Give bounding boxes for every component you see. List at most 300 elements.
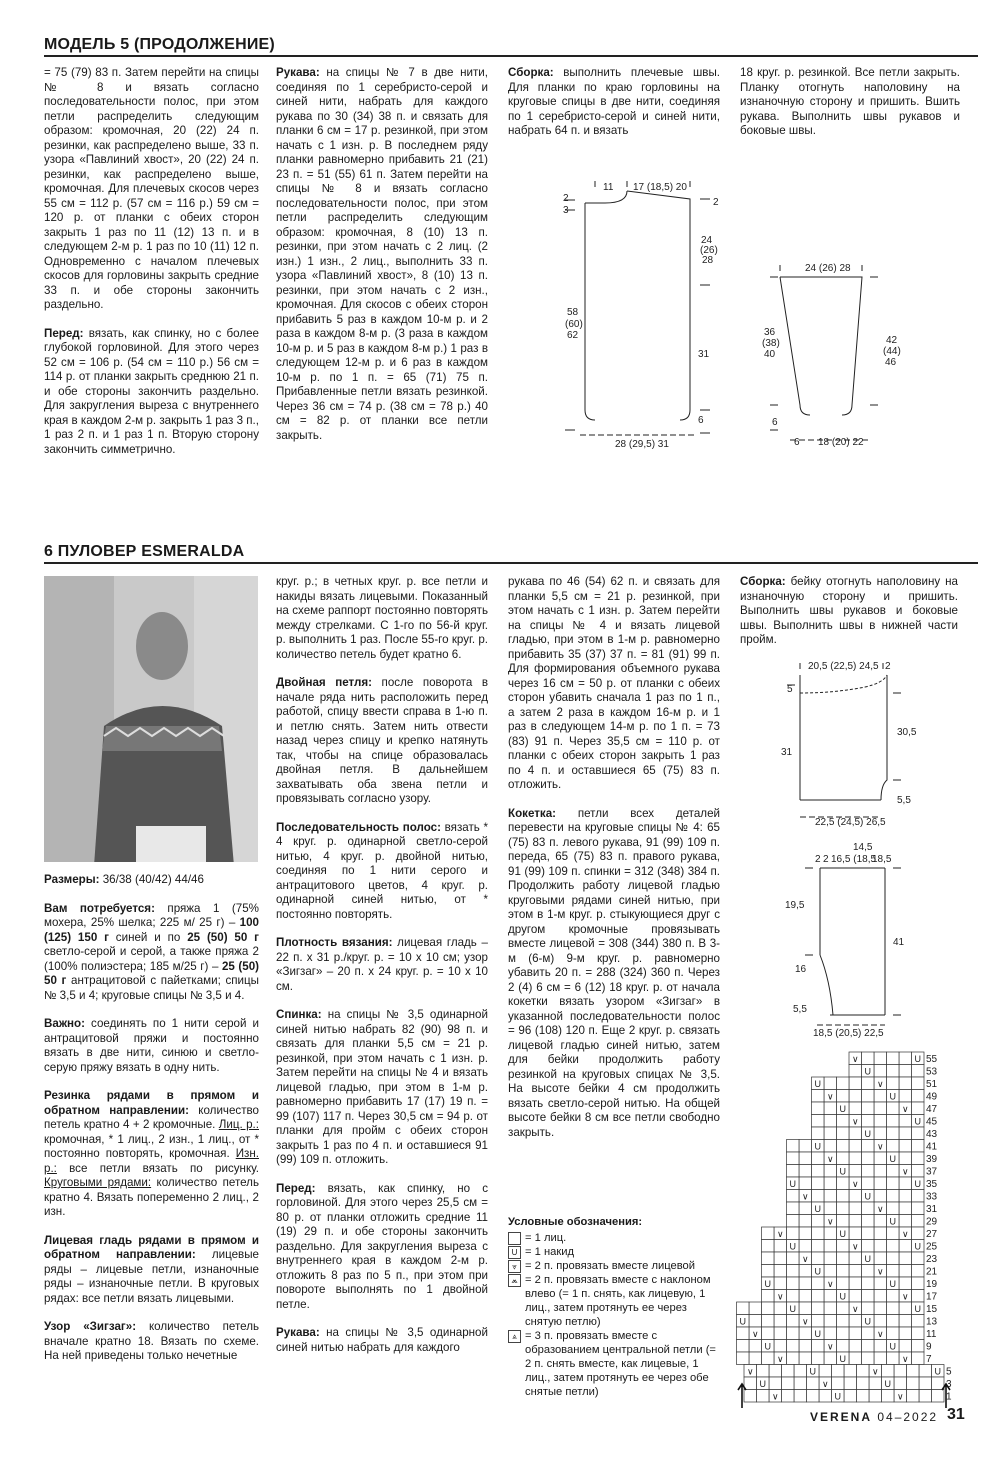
chart-row-label: 35: [926, 1179, 938, 1190]
chart-cell: [849, 1140, 862, 1153]
chart-cell: [862, 1152, 875, 1165]
chart-cell: [849, 1277, 862, 1290]
chart-cell: [824, 1290, 837, 1303]
chart-symbol: ∨: [897, 1391, 904, 1402]
chart-cell: [824, 1165, 837, 1178]
chart-cell: [837, 1127, 850, 1140]
chart-cell: [837, 1090, 850, 1103]
chart-cell: [887, 1227, 900, 1240]
k2tog-icon: ⩔: [508, 1260, 521, 1273]
chart-symbol: ∨: [902, 1166, 909, 1177]
chart-cell: [887, 1065, 900, 1078]
chart-cell: [837, 1077, 850, 1090]
heading-assembly: Сборка:: [740, 575, 786, 588]
text: количество петель кратно 4 + 2 кромочные.: [44, 1103, 259, 1131]
chart-cell: [887, 1052, 900, 1065]
chart-cell: [849, 1265, 862, 1278]
chart-row-label: 23: [926, 1254, 938, 1265]
paragraph: [508, 66, 720, 139]
chart-cell: [799, 1277, 812, 1290]
chart-cell: [787, 1227, 800, 1240]
chart-symbol: U: [764, 1341, 771, 1352]
paragraph: рукава по 46 (54) 62 п. и связать для планки 5,5 см = 21 р. резинкой, при этом начать с 1 изн. р. Затем перейти на спицы № 4 и вязать лицевой гладью, при этом в 1-м р. равномерно прибавить 35 (37) 37 п. = 81 (91) 99 п. Для формирования объемного рукава через 16 см = 50 р. от планки с обеих сторон убавить сначала 1 раз по 1 п., а затем 2 раза в каждом 16-м р. и 1 раз в следующем 14-м р. по 1 п. = 73 (83) 91 п. Через 35,5 см = 110 р. от планки с обеих сторон закрыть 1 раз по 4 п. и оставшиеся 65 (75) 83 п. отложить.: [508, 575, 720, 791]
chart-cell: [862, 1277, 875, 1290]
paragraph: [276, 936, 488, 994]
chart-cell: [882, 1365, 895, 1378]
chart-cell: [874, 1340, 887, 1353]
chart-cell: [899, 1077, 912, 1090]
chart-symbol: ∨: [747, 1366, 754, 1377]
chart-cell: [837, 1190, 850, 1203]
chart-cell: [812, 1340, 825, 1353]
chart-cell: [869, 1377, 882, 1390]
chart-symbol: ∨: [822, 1379, 829, 1389]
dim-label: (26): [700, 245, 718, 256]
chart-cell: [762, 1302, 775, 1315]
chart-cell: [862, 1265, 875, 1278]
chart-symbol: ∨: [777, 1229, 784, 1239]
chart-cell: [887, 1265, 900, 1278]
chart-cell: [844, 1365, 857, 1378]
chart-cell: [849, 1215, 862, 1228]
chart-cell: [899, 1252, 912, 1265]
chart-cell: [844, 1377, 857, 1390]
chart-cell: [862, 1227, 875, 1240]
legend-text: = 1 лиц.: [525, 1232, 567, 1244]
chart-cell: [912, 1065, 925, 1078]
text-column-1: [44, 66, 259, 471]
chart-cell: [849, 1315, 862, 1328]
chart-cell: [849, 1227, 862, 1240]
chart-symbol: U: [889, 1091, 896, 1102]
chart-cell: [794, 1390, 807, 1403]
dim-label: 41: [893, 937, 905, 948]
chart-cell: [899, 1190, 912, 1203]
chart-symbol: U: [814, 1079, 821, 1089]
chart-cell: [812, 1165, 825, 1178]
paragraph: [276, 1182, 488, 1313]
chart-row-label: 45: [926, 1116, 938, 1128]
chart-cell: [787, 1290, 800, 1303]
chart-cell: [874, 1277, 887, 1290]
chart-cell: [857, 1377, 870, 1390]
chart-cell: [787, 1252, 800, 1265]
chart-symbol: U: [934, 1366, 941, 1377]
chart-cell: [749, 1315, 762, 1328]
paragraph: [44, 1320, 259, 1364]
chart-cell: [837, 1277, 850, 1290]
chart-cell: [869, 1390, 882, 1403]
chart-cell: [769, 1377, 782, 1390]
chart-cell: [837, 1252, 850, 1265]
chart-cell: [737, 1352, 750, 1365]
chart-cell: [832, 1365, 845, 1378]
knit-symbol-icon: [508, 1232, 521, 1245]
text: пряжа 1 (75% мохера, 25% шелка; 225 м/ 25 г) –: [44, 901, 259, 929]
chart-cell: [907, 1377, 920, 1390]
chart-cell: [812, 1127, 825, 1140]
chart-symbol: ∨: [752, 1329, 759, 1339]
chart-cell: [862, 1215, 875, 1228]
chart-cell: [824, 1265, 837, 1278]
chart-cell: [862, 1165, 875, 1178]
legend-text: = 2 п. провязать вместе лицевой: [525, 1260, 696, 1272]
chart-cell: [757, 1390, 770, 1403]
chart-cell: [849, 1165, 862, 1178]
chart-cell: [749, 1302, 762, 1315]
chart-symbol: ∨: [902, 1104, 909, 1114]
paragraph: [276, 821, 488, 923]
text: вязать, как спинку, но с более глубокой горловиной. Для этого через 52 см = 106 р. (54 см = 110 р.) 56 см = 114 р. от планки закрыть среднюю 21 п. и обе стороны закончить раздельно. Для закругления выреза с внутреннего края в каждом 2-м р. закрыть 1 раз 3 п., 1 раз 2 п. и 1 раз 1 п. Вторую сторону закончить симметрично.: [44, 326, 259, 456]
dim-label: 5,5: [793, 1004, 807, 1015]
chart-row-label: 33: [926, 1191, 938, 1203]
chart-cell: [837, 1315, 850, 1328]
chart-cell: [912, 1127, 925, 1140]
chart-row-label: 43: [926, 1129, 938, 1140]
chart-cell: [849, 1202, 862, 1215]
heading-materials: Вам потребуется:: [44, 901, 155, 915]
chart-symbol: ∨: [872, 1366, 879, 1377]
text-underline: Круговыми рядами:: [44, 1176, 152, 1189]
chart-cell: [887, 1327, 900, 1340]
chart-symbol: U: [839, 1104, 846, 1114]
chart-cell: [774, 1277, 787, 1290]
chart-symbol: ∨: [827, 1154, 834, 1164]
chart-cell: [849, 1252, 862, 1265]
heading-stripe-sequence: Последовательность полос:: [276, 820, 441, 834]
text-column-3: [508, 66, 720, 153]
legend-item: [508, 1273, 720, 1329]
chart-symbol: ∨: [902, 1354, 909, 1364]
chart-cell: [782, 1377, 795, 1390]
chart-cell: [824, 1315, 837, 1328]
chart-cell: [787, 1352, 800, 1365]
paragraph: [508, 807, 720, 1141]
chart-cell: [912, 1327, 925, 1340]
title-rule: [44, 562, 978, 564]
chart-cell: [887, 1315, 900, 1328]
chart-cell: [812, 1352, 825, 1365]
chart-cell: [912, 1140, 925, 1153]
heading-sizes: Размеры:: [44, 873, 100, 886]
chart-cell: [874, 1240, 887, 1253]
chart-cell: [887, 1102, 900, 1115]
text: на спицы № 7 в две нити, соединяя по 1 серебристо-серой и синей нити, набрать для каждого рукава по 30 (34) 38 п. и связать для планки 6 см = 17 р. резинкой, при этом начать с 1 изн. р. В последнем ряду планки равномерно прибавить 21 (21) 23 п. = 51 (55) 61 п. Затем перейти на спицы № 8 и вязать согласно последовательности полос, при этом петли распределить следующим образом: кромочная, 8 (10) 13 п. резинки, при этом начать с 2 лиц. (2 изн.) 1 изн., 2 лиц., выполнить 33 п. узора «Павлиний хвост», 8 (10) 13 п. резинки, при этом начать с 2 изн., кромочная. Для скосов с обеих сторон прибавить 5 раз в каждом 10-м р. и 2 раза в каждом 8-м р. (3 раза в каждом 10-м р. и 5 раз в каждом 8-м р.) 1 раз в следующем 12-м р. и 6 раз в каждом 10-м р. по 1 п. = 65 (71) 75 п. Прибавленные петли вязать резинкой. Через 36 см = 74 р. (38 см = 78 р.) 40 см = 82 р. от планки все петли закрыть.: [276, 66, 488, 442]
chart-cell: [912, 1352, 925, 1365]
chart-cell: [837, 1215, 850, 1228]
chart-cell: [812, 1252, 825, 1265]
section-title: МОДЕЛЬ 5 (ПРОДОЛЖЕНИЕ): [44, 36, 275, 53]
legend: [508, 1215, 720, 1399]
chart-symbol: U: [814, 1329, 821, 1339]
chart-cell: [837, 1177, 850, 1190]
chart-symbol: U: [759, 1379, 766, 1389]
paragraph: [740, 575, 958, 648]
chart-row-label: 53: [926, 1066, 938, 1078]
chart-cell: [787, 1315, 800, 1328]
chart-cell: [824, 1352, 837, 1365]
chart-symbol: U: [864, 1316, 871, 1327]
chart-cell: [849, 1090, 862, 1103]
heading-front: Перед:: [276, 1181, 316, 1195]
dim-label: 31: [781, 747, 793, 758]
chart-cell: [799, 1202, 812, 1215]
chart-cell: [837, 1202, 850, 1215]
heading-yoke: Кокетка:: [508, 806, 557, 820]
chart-symbol: ∨: [802, 1316, 809, 1327]
chart-cell: [824, 1240, 837, 1253]
chart-cell: [799, 1352, 812, 1365]
chart-cell: [762, 1327, 775, 1340]
chart-cell: [762, 1227, 775, 1240]
chart-symbol: U: [914, 1304, 921, 1314]
chart-cell: [932, 1377, 945, 1390]
chart-cell: [757, 1365, 770, 1378]
dim-label: 58: [567, 307, 579, 318]
chart-cell: [857, 1390, 870, 1403]
chart-symbol: ∨: [852, 1116, 859, 1127]
dim-label: 20,5 (22,5) 24,5: [808, 661, 879, 672]
model-photo: [44, 576, 258, 862]
paragraph: 18 круг. р. резинкой. Все петли закрыть. Планку отогнуть наполовину на изнаночную сторону и пришить. Вшить рукава. Выполнить швы рукавов и боковые швы.: [740, 66, 960, 137]
chart-cell: [912, 1227, 925, 1240]
chart-cell: [887, 1077, 900, 1090]
chart-cell: [824, 1190, 837, 1203]
chart-symbol: ∨: [852, 1054, 859, 1064]
chart-cell: [787, 1265, 800, 1278]
text: все петли вязать по рисунку.: [56, 1161, 259, 1175]
chart-row-label: 9: [926, 1341, 932, 1353]
chart-cell: [899, 1327, 912, 1340]
chart-symbol: ∨: [877, 1204, 884, 1214]
chart-symbol: U: [834, 1391, 841, 1402]
dim-label: (60): [565, 319, 583, 330]
page-number: 31: [947, 1406, 965, 1423]
chart-cell: [849, 1077, 862, 1090]
chart-symbol: ∨: [852, 1241, 859, 1252]
chart-cell: [874, 1165, 887, 1178]
paragraph: [276, 1008, 488, 1168]
body-schematic: [555, 175, 735, 455]
chart-row-label: 13: [926, 1316, 938, 1328]
chart-cell: [787, 1340, 800, 1353]
chart-cell: [887, 1115, 900, 1128]
legend-text: = 1 накид: [525, 1246, 575, 1258]
chart-row-label: 49: [926, 1091, 938, 1103]
dim-label: 5,5: [897, 795, 911, 806]
chart-cell: [787, 1215, 800, 1228]
chart-symbol: U: [809, 1366, 816, 1377]
chart-cell: [912, 1340, 925, 1353]
chart-cell: [862, 1140, 875, 1153]
chart-cell: [887, 1140, 900, 1153]
chart-symbol: U: [814, 1266, 821, 1277]
sleeve-schematic: [760, 255, 920, 455]
issue-number: 04–2022: [877, 1410, 939, 1424]
paragraph: [44, 1234, 259, 1307]
chart-cell: [862, 1077, 875, 1090]
chart-cell: [824, 1227, 837, 1240]
chart-cell: [849, 1352, 862, 1365]
chart-cell: [744, 1377, 757, 1390]
chart-cell: [862, 1202, 875, 1215]
chart-cell: [787, 1140, 800, 1153]
chart-cell: [862, 1102, 875, 1115]
dim-label: 14,5: [853, 842, 873, 853]
chart-symbol: ∨: [777, 1291, 784, 1302]
chart-symbol: ∨: [777, 1354, 784, 1364]
chart-cell: [887, 1290, 900, 1303]
paragraph: = 75 (79) 83 п. Затем перейти на спицы № 8 и вязать согласно последовательности полос, при этом петли распределить следующим образом: кромочная, 20 (22) 24 п. резинки, как распределено выше, 33 п. узора «Павлиний хвост», 20 (22) 24 п. резинки, как распределено выше, кромочная. Для плечевых скосов через 55 см = 112 р. (57 см = 116 р.) 59 см = 120 р. от планки с обеих сторон закрыть 1 раз по 11 (12) 13 п. и в следующем 2-м р. 1 раз по 10 (11) 12 п. Одновременно с началом плечевых скосов для горловины закрыть средние 33 п. и обе стороны закончить раздельно.: [44, 66, 259, 311]
chart-symbol: U: [839, 1166, 846, 1177]
chart-cell: [912, 1202, 925, 1215]
chart-cell: [774, 1315, 787, 1328]
heading-sleeves: Рукава:: [276, 66, 320, 79]
chart-cell: [824, 1177, 837, 1190]
chart-symbol: U: [864, 1191, 871, 1202]
chart-symbol: U: [914, 1241, 921, 1252]
chart-symbol: U: [814, 1141, 821, 1152]
chart-symbol: U: [864, 1066, 871, 1077]
chart-cell: [887, 1127, 900, 1140]
chart-cell: [744, 1390, 757, 1403]
dim-label: (44): [883, 346, 901, 357]
chart-cell: [812, 1290, 825, 1303]
chart-cell: [849, 1290, 862, 1303]
paragraph: [44, 1089, 259, 1220]
heading-rib: Резинка рядами в прямом и обратном направлении:: [44, 1089, 259, 1117]
chart-cell: [799, 1265, 812, 1278]
dim-label: 24: [701, 235, 713, 246]
chart-cell: [874, 1352, 887, 1365]
chart-cell: [862, 1240, 875, 1253]
chart-cell: [849, 1065, 862, 1078]
chart-symbol: ∨: [802, 1191, 809, 1202]
chart-cell: [899, 1152, 912, 1165]
dim-label: 40: [764, 349, 776, 360]
text: петли всех деталей перевести на круговые спицы № 4: 65 (75) 83 п. левого рукава, 91 (99) 109 п. переда, 65 (75) 83 п. правого рукава, 91 (99) 109 п. спинки = 312 (348) 384 п. Продолжить работу лицевой гладью круговыми рядами синей нитью, при этом в 1-м круг. р. стыкующиеся друг с другом кромочные провязывать вместе лицевой = 308 (344) 380 п. В 3-м (6-м) 9-м круг. р. равномерно убавить 20 п. = 288 (324) 360 п. Через 2 (4) 6 см = 6 (12) 18 круг. р. от начала кокетки вязать узором «Зигзаг» в указанной последовательности полос = 96 (108) 120 п. Еще 2 круг. р. связать лицевой гладью синей нитью, затем для бейки продолжить работу резинкой на круговых спицах № 3,5. На высоте бейки 4 см продолжить вязать светло-серой нитью. На общей высоте бейки 8 см все петли свободно закрыть.: [508, 806, 720, 1139]
chart-cell: [812, 1240, 825, 1253]
body-outline: [585, 203, 595, 420]
chart-row-label: 11: [926, 1329, 937, 1340]
chart-cell: [874, 1227, 887, 1240]
chart-row-label: 7: [926, 1354, 932, 1365]
dim-label: 22,5 (24,5) 26,5: [815, 817, 886, 828]
chart-cell: [762, 1240, 775, 1253]
dim-label: 2: [823, 854, 829, 865]
chart-cell: [919, 1377, 932, 1390]
section-title: 6 ПУЛОВЕР ESMERALDA: [44, 543, 245, 560]
dim-label: 16: [795, 964, 807, 975]
paragraph: круг. р.; в четных круг. р. все петли и накиды вязать лицевыми. Показанный на схеме раппорт постоянно повторять между стрелками. С 1-го по 56-й круг. р. выполнить 1 раз. После 55-го круг. р. количество петель будет кратно 6.: [276, 575, 488, 661]
chart-cell: [862, 1090, 875, 1103]
chart-row-label: 19: [926, 1279, 938, 1290]
heading-double-stitch: Двойная петля:: [276, 676, 373, 689]
paragraph: [276, 66, 488, 443]
chart-symbol: U: [789, 1304, 796, 1314]
chart-cell: [782, 1365, 795, 1378]
text: лицевая гладь – 22 п. х 31 р./круг. р. = 10 х 10 см; узор «Зигзаг» – 20 п. х 24 круг. р. = 10 х 10 см.: [276, 936, 488, 993]
chart-row-label: 3: [946, 1379, 952, 1390]
chart-row-label: 17: [926, 1291, 938, 1303]
chart-cell: [819, 1390, 832, 1403]
sleeve-schematic-2: [775, 840, 965, 1040]
chart-cell: [887, 1252, 900, 1265]
ssk-icon: ⩕: [508, 1274, 521, 1287]
chart-cell: [774, 1302, 787, 1315]
text: лицевые ряды – лицевые петли, изнаночные ряды – изнаночные петли. В круговых рядах: все петли вязать лицевыми.: [44, 1248, 259, 1305]
chart-cell: [824, 1252, 837, 1265]
chart-row-label: 25: [926, 1241, 938, 1253]
heading-assembly: Сборка:: [508, 66, 554, 79]
chart-cell: [907, 1365, 920, 1378]
chart-row-label: 27: [926, 1229, 938, 1240]
chart-cell: [849, 1190, 862, 1203]
chart-cell: [762, 1315, 775, 1328]
chart-row-label: 47: [926, 1104, 938, 1115]
chart-symbol: ∨: [877, 1266, 884, 1277]
dim-label: 16,5 (18,5: [831, 854, 877, 865]
chart-cell: [874, 1090, 887, 1103]
body-schematic-2: [775, 655, 965, 830]
chart-row-label: 5: [946, 1366, 952, 1378]
dim-label: 5: [787, 684, 793, 695]
chart-cell: [862, 1340, 875, 1353]
chart-cell: [762, 1352, 775, 1365]
text: количество петель кратно 4. Вязать попеременно 2 лиц., 2 изн.: [44, 1176, 259, 1218]
chart-cell: [887, 1165, 900, 1178]
chart-cell: [887, 1240, 900, 1253]
chart-cell: [899, 1265, 912, 1278]
chart-symbol: U: [889, 1279, 896, 1289]
chart-cell: [899, 1340, 912, 1353]
dim-label: 36: [764, 327, 776, 338]
chart-cell: [799, 1290, 812, 1303]
legend-item: [508, 1231, 720, 1245]
chart-symbol: U: [839, 1354, 846, 1364]
chart-cell: [874, 1252, 887, 1265]
chart-symbol: U: [884, 1379, 891, 1389]
sleeve-outline: [780, 277, 862, 415]
chart-cell: [737, 1340, 750, 1353]
chart-cell: [774, 1327, 787, 1340]
chart-cell: [899, 1215, 912, 1228]
chart-cell: [787, 1202, 800, 1215]
chart-symbol: U: [789, 1179, 796, 1189]
chart-cell: [899, 1277, 912, 1290]
legend-item: [508, 1259, 720, 1273]
chart-cell: [912, 1077, 925, 1090]
dim-label: 46: [885, 357, 897, 368]
heading-front: Перед:: [44, 326, 84, 340]
chart-cell: [762, 1265, 775, 1278]
chart-symbol: U: [914, 1116, 921, 1127]
paragraph: [44, 873, 259, 888]
chart-cell: [799, 1177, 812, 1190]
chart-symbol: ∨: [852, 1179, 859, 1189]
dim-label: 19,5: [785, 900, 805, 911]
chart-cell: [874, 1102, 887, 1115]
chart-cell: [782, 1390, 795, 1403]
chart-cell: [874, 1052, 887, 1065]
chart-cell: [874, 1127, 887, 1140]
chart-cell: [874, 1290, 887, 1303]
chart-symbol: U: [839, 1291, 846, 1302]
text-underline: Изн. р.:: [44, 1147, 259, 1175]
chart-cell: [862, 1352, 875, 1365]
text: 36/38 (40/42) 44/46: [99, 873, 204, 886]
chart-symbol: ∨: [902, 1229, 909, 1239]
